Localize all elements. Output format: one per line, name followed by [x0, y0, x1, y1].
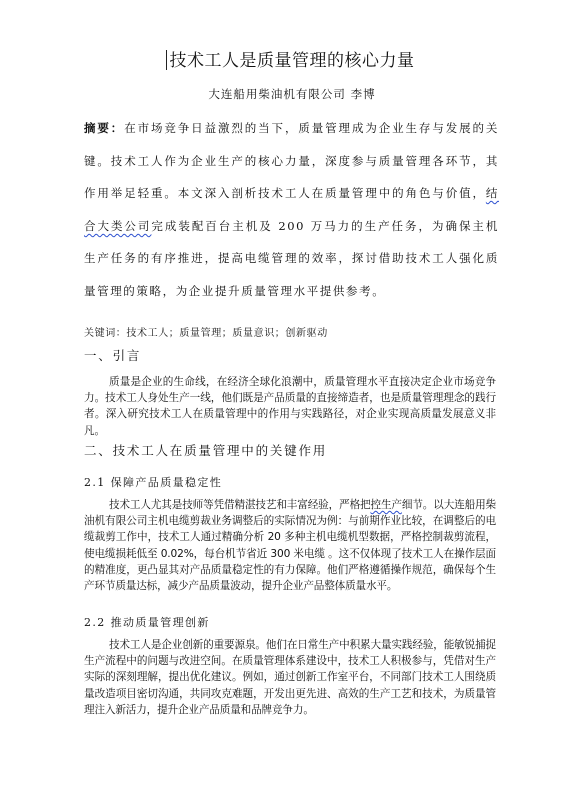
sub1-underlined-text: 控生产: [370, 499, 402, 511]
subsection-2-1-heading: 2.1 保障产品质量稳定性: [84, 476, 223, 489]
abstract-text-after: 完成装配百台主机及 200 万马力的生产任务，为确保主机生产任务的有序推进，提高电缆管理的效率，探讨借助技术工人强化质量管理的策略，为企业提升质量管理水平提供参考。: [84, 218, 500, 298]
keywords-line: 关键词：技术工人；质量管理；质量意识；创新驱动: [84, 328, 328, 339]
section1-heading: 一、引言: [84, 348, 142, 363]
author-line: 大连船用柴油机有限公司 李博: [208, 87, 376, 101]
sub1-text-before: 技术工人尤其是技师等凭借精湛技艺和丰富经验，严格把: [109, 499, 371, 511]
abstract-label: 摘要：: [84, 121, 125, 135]
abstract-text-before: 在市场竞争日益激烈的当下，质量管理成为企业生存与发展的关键。技术工人作为企业生产的核心力量，深度参与质量管理各环节，其作用举足轻重。本文深入剖析技术工人在质量管理中的角色与价值，: [84, 121, 500, 201]
abstract-underlined-text: 结合大类公司: [84, 186, 499, 233]
section1-paragraph: 质量是企业的生命线，在经济全球化浪潮中，质量管理水平直接决定企业市场竞争力。技术工人身处生产一线，他们既是产品质量的直接缔造者，也是质量管理理念的践行者。深入研究技术工人在质量管理中的作用与实践路径，对企业实现高质量发展意义非凡。: [84, 376, 496, 437]
abstract-paragraph: [84, 112, 499, 308]
sub1-text-after: 细节。以大连船用柴油机有限公司主机电缆剪裁业务调整后的实际情况为例：与前期作业比较，在调整后的电缆裁剪工作中，技术工人通过精确分析 20 多种主机电缆机型数据，严格控制裁剪流程，使电缆损耗低至 0.02%，每台机节省近 300 米电缆 。这不仅体现了技术工人在操作层面的精准度，更凸显其对产品质量稳定性的有力保障。他们严格遵循操作规范，确保每个生产环节质量达标，减少产品质量波动，提升企业产品整体质量水平。: [84, 499, 496, 593]
subsection-2-2-paragraph: 技术工人是企业创新的重要源泉。他们在日常生产中积累大量实践经验，能敏锐捕捉生产流程中的问题与改进空间。在质量管理体系建设中，技术工人积极参与，凭借对生产实际的深刻理解，提出优化建议。例如，通过创新工作室平台，不同部门技术工人围绕质量改造项目密切沟通，共同攻克难题，开发出更先进、高效的生产工艺和技术，为质量管理注入新活力，提升企业产品质量和品牌竞争力。: [84, 639, 496, 716]
document-title: 技术工人是质量管理的核心力量: [169, 51, 415, 71]
section2-heading: 二、技术工人在质量管理中的关键作用: [84, 443, 328, 458]
subsection-2-2-heading: 2.2 推动质量管理创新: [84, 616, 210, 629]
subsection-2-1-paragraph: [84, 497, 496, 594]
